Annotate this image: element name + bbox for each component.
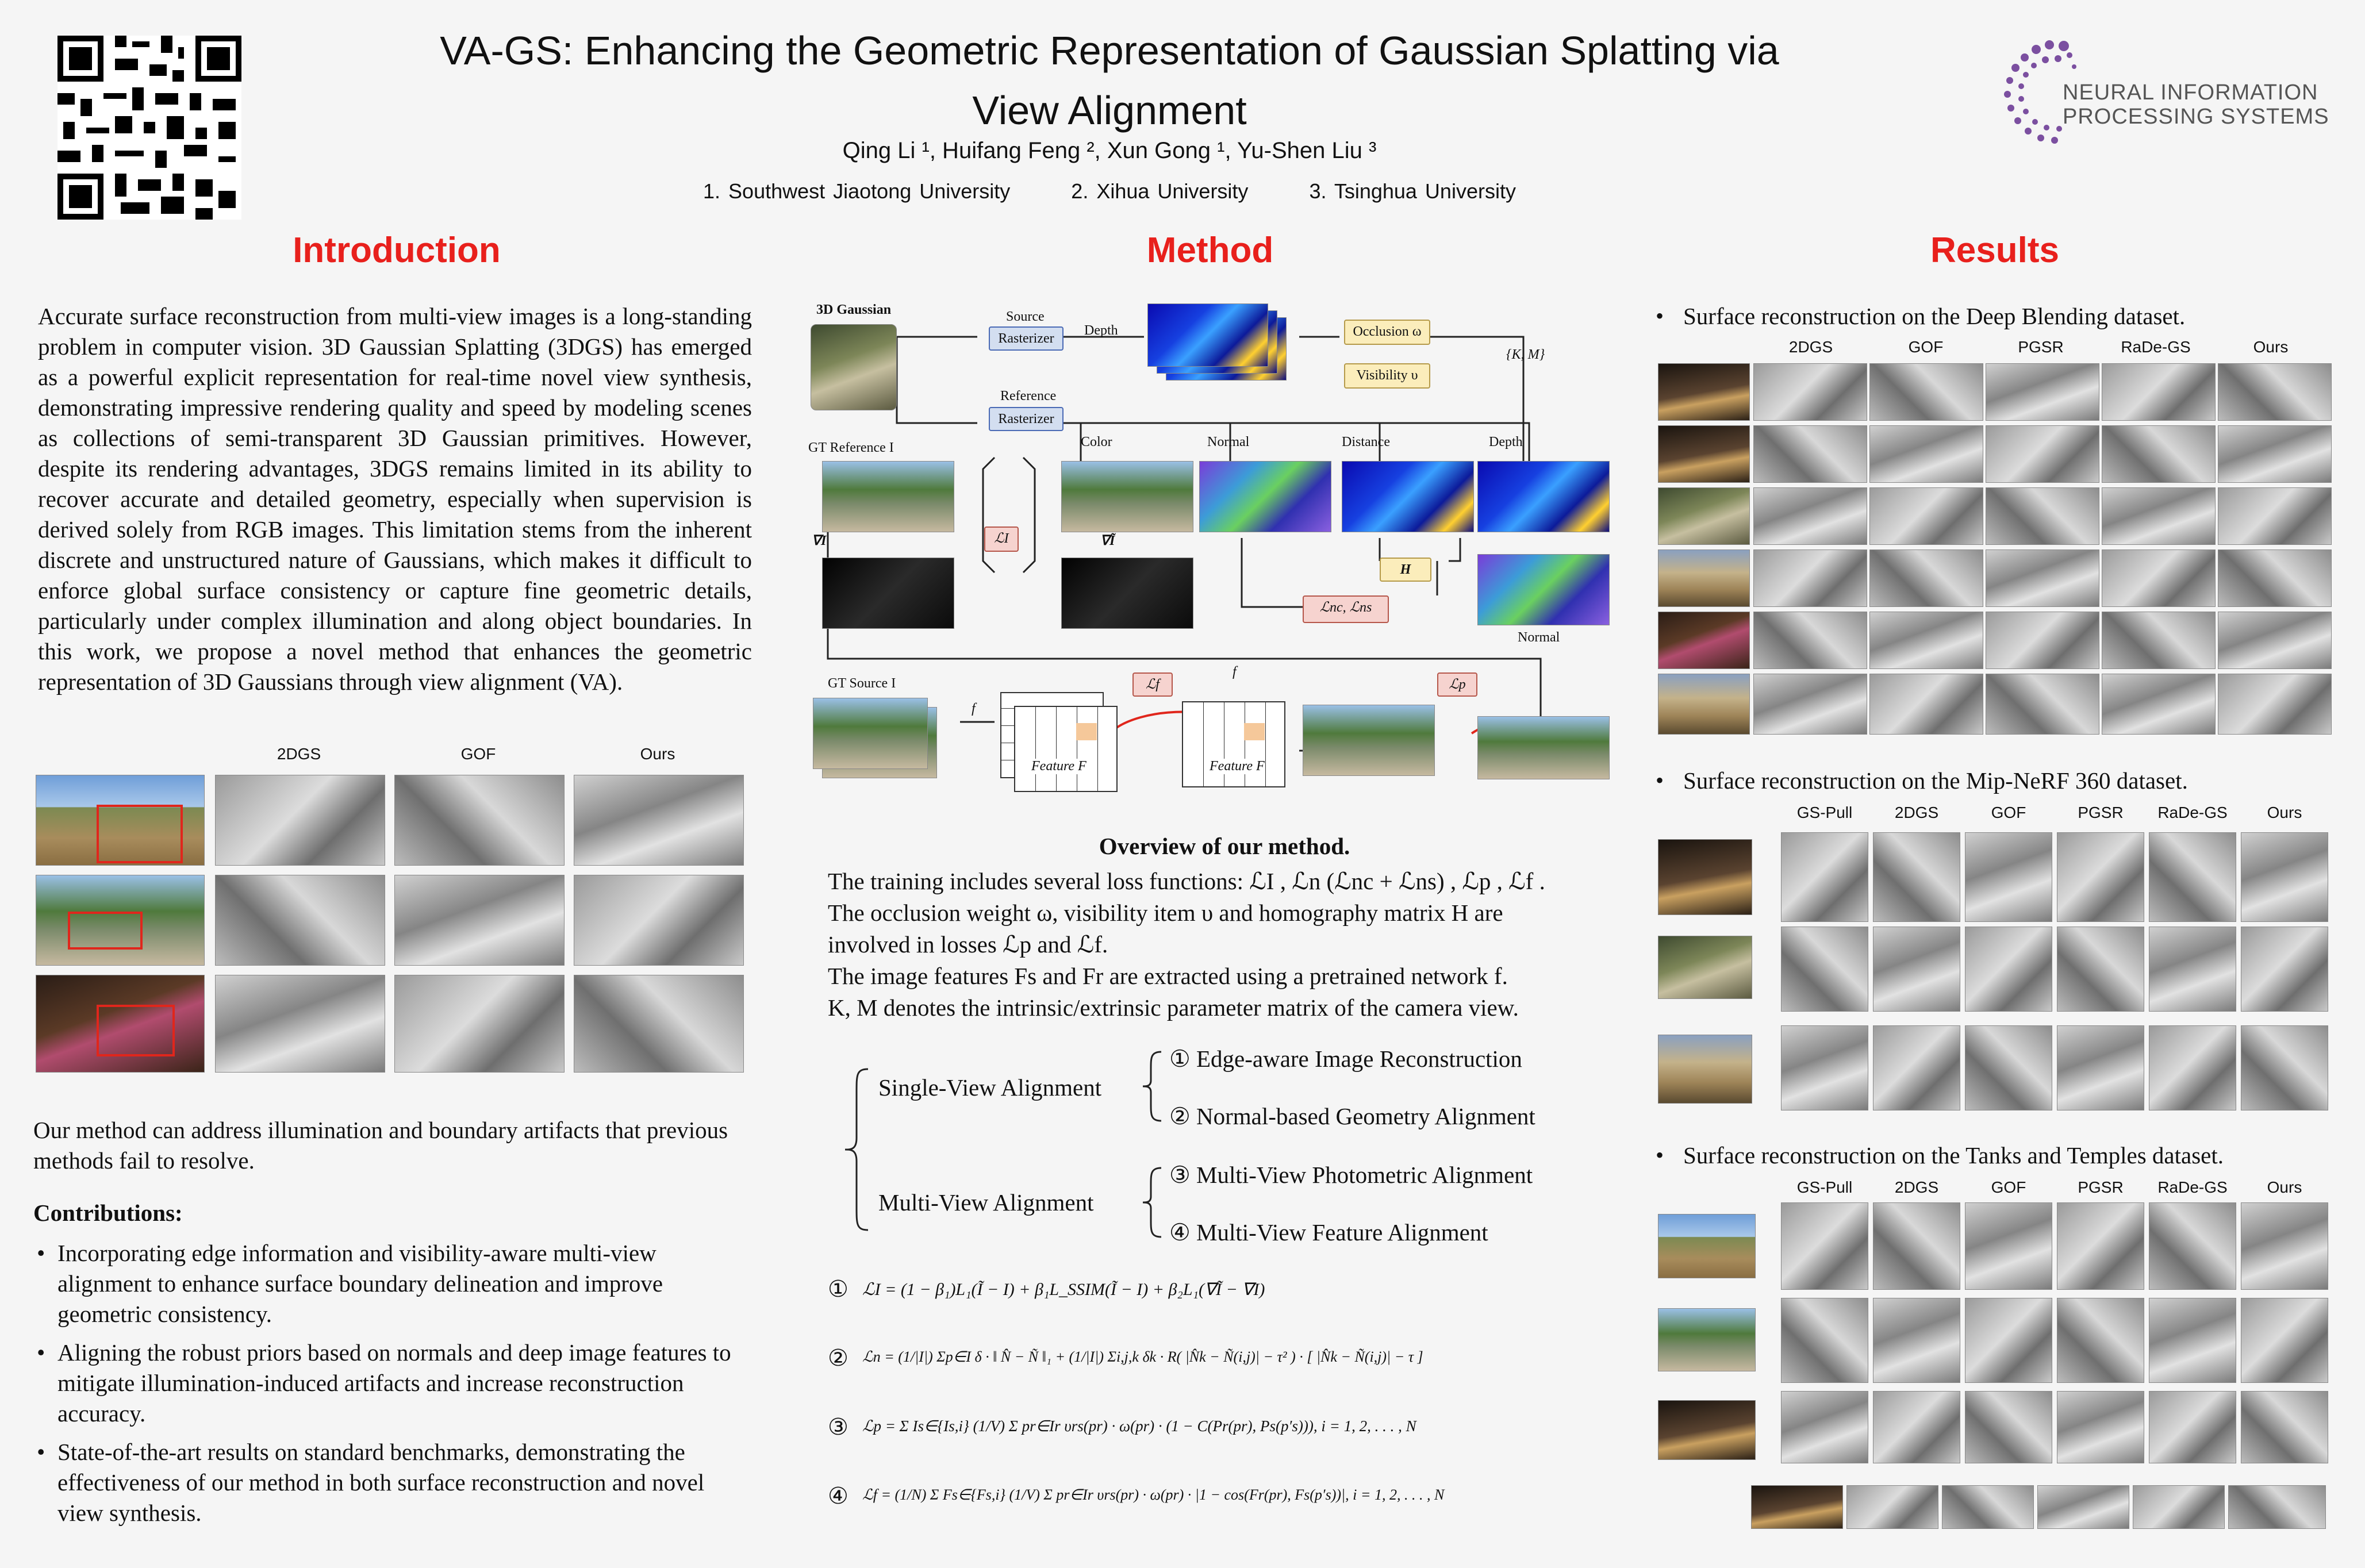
input-photo — [1658, 1400, 1756, 1460]
input-photo — [1658, 487, 1750, 545]
source-label: Source — [1006, 309, 1045, 324]
result-thumb — [2133, 1485, 2225, 1529]
result-thumb — [1869, 487, 1983, 545]
result-thumb — [2218, 549, 2332, 607]
result-thumb — [1873, 927, 1960, 1012]
result-thumb — [1781, 1202, 1868, 1290]
result-thumb — [1869, 674, 1983, 735]
loss-f-box: ℒf — [1132, 672, 1173, 697]
result-thumb — [1869, 549, 1983, 607]
result-thumb — [2218, 612, 2332, 669]
highlight-box — [68, 912, 143, 950]
result-thumb — [2218, 487, 2332, 545]
result-thumb — [2057, 927, 2144, 1012]
result-thumb — [1753, 549, 1867, 607]
result-thumb — [1781, 1391, 1868, 1463]
col-head-2dgs: 2DGS — [277, 745, 321, 763]
result-thumb — [1986, 549, 2099, 607]
color-label: Color — [1081, 435, 1112, 449]
result-ours-3 — [574, 975, 744, 1073]
col-head: Ours — [2253, 338, 2289, 356]
result-thumb — [2241, 1025, 2328, 1110]
authors: Qing Li ¹, Huifang Feng ², Xun Gong ¹, Yu-Shen Liu ³ — [842, 138, 1377, 163]
affiliation-2: 2. Xihua University — [1071, 179, 1249, 203]
overview-line: The occlusion weight ω, visibility item υ and homography matrix H are — [828, 900, 1503, 926]
input-photo — [1658, 363, 1750, 421]
overview-line: The image features Fs and Fr are extracted using a pretrained network f. — [828, 963, 1508, 989]
results-bullet: • — [1656, 303, 1664, 329]
title-line-2: View Alignment — [972, 88, 1247, 133]
result-thumb — [2241, 1202, 2328, 1290]
col-head: RaDe-GS — [2121, 338, 2191, 356]
loss-nc-ns-box: ℒnc, ℒns — [1303, 595, 1389, 623]
method-diagram — [805, 297, 1615, 802]
feature-grid-reference — [1182, 701, 1285, 787]
loss-p-box: ℒp — [1437, 672, 1477, 697]
result-thumb — [1873, 1298, 1960, 1383]
f-label-1: f — [972, 701, 976, 716]
col-head: 2DGS — [1894, 804, 1939, 821]
equations — [828, 1270, 1621, 1540]
affiliation-3: 3. Tsinghua University — [1309, 179, 1516, 203]
result-thumb — [2149, 1391, 2236, 1463]
result-ours-1 — [574, 775, 744, 866]
equation-2: ℒn = (1/|I|) Σp∈I δ · ‖ N̂ − Ñ ‖₁ + (1/|I|) Σi,j,k δk · R( |N̂k − Ñ(i,j)| − τ² ) · [ |N̂k − Ñ(i,j)| − τ ] — [862, 1348, 1423, 1365]
col-head: PGSR — [2018, 338, 2064, 356]
results-bullet: • — [1656, 767, 1664, 793]
col-head-gof: GOF — [460, 745, 496, 763]
results-bullet: • — [1656, 1142, 1664, 1168]
contribution-item: • Aligning the robust priors based on normals and deep image features to mitigate illumination-induced artifacts and increase reconstruction accuracy. — [33, 1338, 752, 1429]
result-thumb — [2228, 1485, 2326, 1529]
logo-text-line-2: PROCESSING SYSTEMS — [2063, 105, 2329, 129]
result-thumb — [2241, 927, 2328, 1012]
contributions — [33, 1199, 752, 1536]
rendered-depth — [1477, 461, 1610, 532]
result-thumb — [2102, 612, 2216, 669]
tree-item-3: ③ Multi-View Photometric Alignment — [1169, 1162, 1533, 1188]
result-thumb — [1986, 674, 2099, 735]
depth-stack-1 — [1147, 303, 1268, 367]
result-thumb — [1873, 1391, 1960, 1463]
result-thumb — [1753, 425, 1867, 483]
reference-rasterizer: Rasterizer — [989, 407, 1064, 431]
result-thumb — [1873, 832, 1960, 922]
equation-number: ① — [828, 1276, 849, 1302]
result-thumb — [2102, 425, 2216, 483]
gt-reference-gradient — [822, 558, 954, 629]
input-photo — [1751, 1485, 1843, 1529]
feature-highlight — [1244, 723, 1265, 740]
result-thumb — [2241, 832, 2328, 922]
result-thumb — [1965, 1025, 2052, 1110]
normal-label: Normal — [1207, 435, 1250, 449]
col-head: 2DGS — [1894, 1178, 1939, 1196]
result-thumb — [2057, 1391, 2144, 1463]
grad-i-tilde-label: ∇Ĩ — [1100, 533, 1115, 548]
result-thumb — [1869, 363, 1983, 421]
normal-out-label: Normal — [1518, 630, 1560, 645]
overview-text — [828, 832, 1621, 1024]
input-photo — [1658, 839, 1752, 915]
gt-source-label: GT Source I — [828, 676, 896, 691]
col-head: GOF — [1908, 338, 1944, 356]
warped-reference — [1477, 716, 1610, 779]
col-head: GOF — [1991, 804, 2026, 821]
warped-source — [1303, 705, 1435, 776]
tree-item-4: ④ Multi-View Feature Alignment — [1169, 1219, 1488, 1246]
gt-reference-image — [822, 461, 954, 532]
col-head-ours: Ours — [640, 745, 675, 763]
result-thumb — [1753, 612, 1867, 669]
intro-figure — [33, 745, 752, 1107]
result-thumb — [2218, 674, 2332, 735]
affiliation-1: 1. Southwest Jiaotong University — [703, 179, 1011, 203]
feature-highlight — [1076, 723, 1097, 740]
depth-label: Depth — [1489, 435, 1523, 449]
affiliations — [368, 179, 1851, 203]
result-thumb — [1873, 1025, 1960, 1110]
result-thumb — [2149, 927, 2236, 1012]
introduction-body: Accurate surface reconstruction from multi-view images is a long-standing problem in computer vision. 3D Gaussian Splatting (3DGS) has emerged as a powerful explicit representation for real-time novel view synthesis, demonstrating impressive rendering quality and speed by modeling scenes as collections of semi-transparent 3D Gaussian primitives. However, despite its rendering advantages, 3DGS remains limited in its ability to recover accurate and detailed geometry, especially when supervision is derived solely from RGB images. This limitation stems from the inherent discrete and unstructured nature of Gaussians, which makes it difficult to enforce global surface consistency or capture fine geometric details, particularly under complex illumination and along object boundaries. In this work, we propose a novel method that enhances the geometric representation of 3D Gaussians through view alignment (VA). — [38, 303, 752, 695]
highlight-box — [97, 805, 183, 863]
tanks-temples-title: Surface reconstruction on the Tanks and Temples dataset. — [1683, 1142, 2224, 1169]
result-thumb — [1781, 1025, 1868, 1110]
rendered-distance — [1342, 461, 1474, 532]
col-head: RaDe-GS — [2157, 1178, 2228, 1196]
input-photo — [1658, 1035, 1752, 1104]
result-thumb — [1965, 1202, 2052, 1290]
results-heading: Results — [1930, 230, 2059, 270]
result-gof-3 — [394, 975, 565, 1073]
tree-item-2: ② Normal-based Geometry Alignment — [1169, 1103, 1535, 1129]
result-thumb — [1753, 674, 1867, 735]
gaussian-label: 3D Gaussian — [816, 302, 892, 317]
title-line-1: VA-GS: Enhancing the Geometric Representation of Gaussian Splatting via — [440, 28, 1779, 73]
result-thumb — [1873, 1202, 1960, 1290]
contributions-heading: Contributions: — [33, 1200, 183, 1226]
equation-number: ③ — [828, 1414, 849, 1440]
result-ours-2 — [574, 875, 744, 966]
result-thumb — [2057, 832, 2144, 922]
result-thumb — [1781, 927, 1868, 1012]
input-photo — [1658, 549, 1750, 607]
result-thumb — [1986, 425, 2099, 483]
equation-number: ④ — [828, 1483, 849, 1509]
result-thumb — [2241, 1391, 2328, 1463]
depth-arrow-label: Depth — [1084, 323, 1118, 338]
input-photo — [1658, 936, 1752, 999]
result-thumb — [1869, 425, 1983, 483]
results-mipnerf360 — [1656, 763, 2345, 1131]
neurips-logo — [1995, 34, 2340, 149]
results-tanks-temples — [1656, 1138, 2345, 1540]
result-thumb — [2057, 1025, 2144, 1110]
result-thumb — [1781, 1298, 1868, 1383]
equation-1: ℒI = (1 − β₁)L₁(Ĩ − I) + β₁L_SSIM(Ĩ − I) + β₂L₁(∇Ĩ − ∇I) — [862, 1280, 1265, 1299]
visibility-box: Visibility υ — [1344, 363, 1430, 389]
col-head: PGSR — [2078, 804, 2124, 821]
equation-number: ② — [828, 1345, 849, 1371]
method-heading: Method — [1146, 230, 1274, 270]
result-thumb — [2102, 674, 2216, 735]
f-label-2: f — [1233, 664, 1237, 679]
input-photo — [1658, 612, 1750, 669]
contribution-item: • Incorporating edge information and visibility-aware multi-view alignment to enhance surface boundary delineation and improve geometric consistency. — [33, 1238, 752, 1329]
result-thumb — [1869, 612, 1983, 669]
col-head: GS-Pull — [1796, 1178, 1853, 1196]
result-thumb — [2057, 1298, 2144, 1383]
occlusion-box: Occlusion ω — [1344, 320, 1430, 345]
tree-item-1: ① Edge-aware Image Reconstruction — [1169, 1046, 1522, 1072]
col-head: 2DGS — [1788, 338, 1833, 356]
result-thumb — [2102, 363, 2216, 421]
equation-4: ℒf = (1/N) Σ Fs∈{Fs,i} (1/V) Σ pr∈Ir υrs(pr) · ω(pr) · |1 − cos(Fr(pr), Fs(p′s))|, i = 1, 2, . . . , N — [862, 1486, 1445, 1503]
result-thumb — [1965, 1298, 2052, 1383]
result-thumb — [1965, 927, 2052, 1012]
col-head: Ours — [2267, 804, 2302, 821]
feature-r-label: Feature F — [1210, 759, 1265, 774]
col-head: PGSR — [2078, 1178, 2124, 1196]
result-thumb — [1753, 487, 1867, 545]
input-photo — [1658, 425, 1750, 483]
equation-3: ℒp = Σ Is∈{Is,i} (1/V) Σ pr∈Ir υrs(pr) · ω(pr) · (1 − C(Pr(pr), Ps(p′s))), i = 1, 2, . . . , N — [862, 1417, 1416, 1435]
result-thumb — [1986, 612, 2099, 669]
result-2dgs-1 — [215, 775, 385, 866]
result-2dgs-2 — [215, 875, 385, 966]
rendered-color — [1061, 461, 1193, 532]
input-photo — [1658, 674, 1750, 735]
result-thumb — [1986, 487, 2099, 545]
col-head: GS-Pull — [1796, 804, 1853, 821]
result-thumb — [2241, 1298, 2328, 1383]
result-thumb — [2149, 1298, 2236, 1383]
single-view-label: Single-View Alignment — [878, 1074, 1102, 1101]
qr-code-icon — [57, 36, 241, 220]
qr-code — [57, 36, 241, 220]
overview-line: involved in losses ℒp and ℒf. — [828, 931, 1108, 958]
highlight-box — [97, 1005, 175, 1056]
source-rasterizer: Rasterizer — [989, 326, 1064, 351]
result-thumb — [1781, 832, 1868, 922]
multi-view-label: Multi-View Alignment — [878, 1189, 1094, 1216]
result-gof-1 — [394, 775, 565, 866]
normal-from-depth — [1477, 554, 1610, 625]
feature-s-label: Feature F — [1031, 759, 1086, 774]
result-thumb — [1965, 1391, 2052, 1463]
result-thumb — [1753, 363, 1867, 421]
result-thumb — [1942, 1485, 2034, 1529]
contributions-list — [33, 1238, 752, 1528]
distance-label: Distance — [1342, 435, 1390, 449]
homography-box: H — [1380, 558, 1431, 582]
col-head: GOF — [1991, 1178, 2026, 1196]
result-thumb — [2149, 832, 2236, 922]
overview-line: K, M denotes the intrinsic/extrinsic parameter matrix of the camera view. — [828, 994, 1519, 1021]
loss-i-box: ℒI — [984, 526, 1019, 552]
col-head: RaDe-GS — [2157, 804, 2228, 821]
result-2dgs-3 — [215, 975, 385, 1073]
result-thumb — [2218, 425, 2332, 483]
result-thumb — [2149, 1202, 2236, 1290]
result-gof-2 — [394, 875, 565, 966]
intro-figure-caption: Our method can address illumination and boundary artifacts that previous methods fail to resolve. — [33, 1117, 728, 1174]
gt-source-stack-1 — [813, 698, 928, 769]
result-thumb — [2102, 487, 2216, 545]
input-photo — [1658, 1214, 1756, 1278]
result-thumb — [2102, 549, 2216, 607]
km-label: {K, M} — [1506, 347, 1545, 362]
overview-title: Overview of our method. — [1099, 833, 1350, 859]
result-thumb — [1986, 363, 2099, 421]
alignment-tree — [828, 1035, 1621, 1265]
introduction-heading: Introduction — [293, 230, 501, 270]
grad-i-label: ∇I — [812, 533, 827, 548]
contribution-item: • State-of-the-art results on standard benchmarks, demonstrating the effectiveness of our method in both surface reconstruction and novel view synthesis. — [33, 1437, 752, 1528]
feature-grid-source-front — [1014, 706, 1118, 792]
logo-text-line-1: NEURAL INFORMATION — [2063, 80, 2318, 105]
rendered-gradient — [1061, 558, 1193, 629]
result-thumb — [2057, 1202, 2144, 1290]
result-thumb — [2218, 363, 2332, 421]
overview-line: The training includes several loss functions: ℒI , ℒn (ℒnc + ℒns) , ℒp , ℒf . — [828, 868, 1545, 894]
mipnerf360-title: Surface reconstruction on the Mip-NeRF 360 dataset. — [1683, 767, 2188, 794]
deep-blending-title: Surface reconstruction on the Deep Blending dataset. — [1683, 303, 2186, 329]
tree-braces — [828, 1035, 1000, 1265]
result-thumb — [2149, 1025, 2236, 1110]
reference-label: Reference — [1000, 389, 1057, 403]
result-thumb — [1965, 832, 2052, 922]
tree-braces-right — [1138, 1035, 1173, 1265]
col-head: Ours — [2267, 1178, 2302, 1196]
result-thumb — [1846, 1485, 1938, 1529]
results-deep-blending — [1656, 299, 2345, 747]
gaussian-thumbnail — [811, 324, 897, 410]
poster-title — [368, 21, 1851, 140]
gt-reference-label: GT Reference I — [808, 440, 894, 455]
result-thumb — [2037, 1485, 2129, 1529]
rendered-normal — [1199, 461, 1331, 532]
input-photo — [1658, 1308, 1756, 1371]
